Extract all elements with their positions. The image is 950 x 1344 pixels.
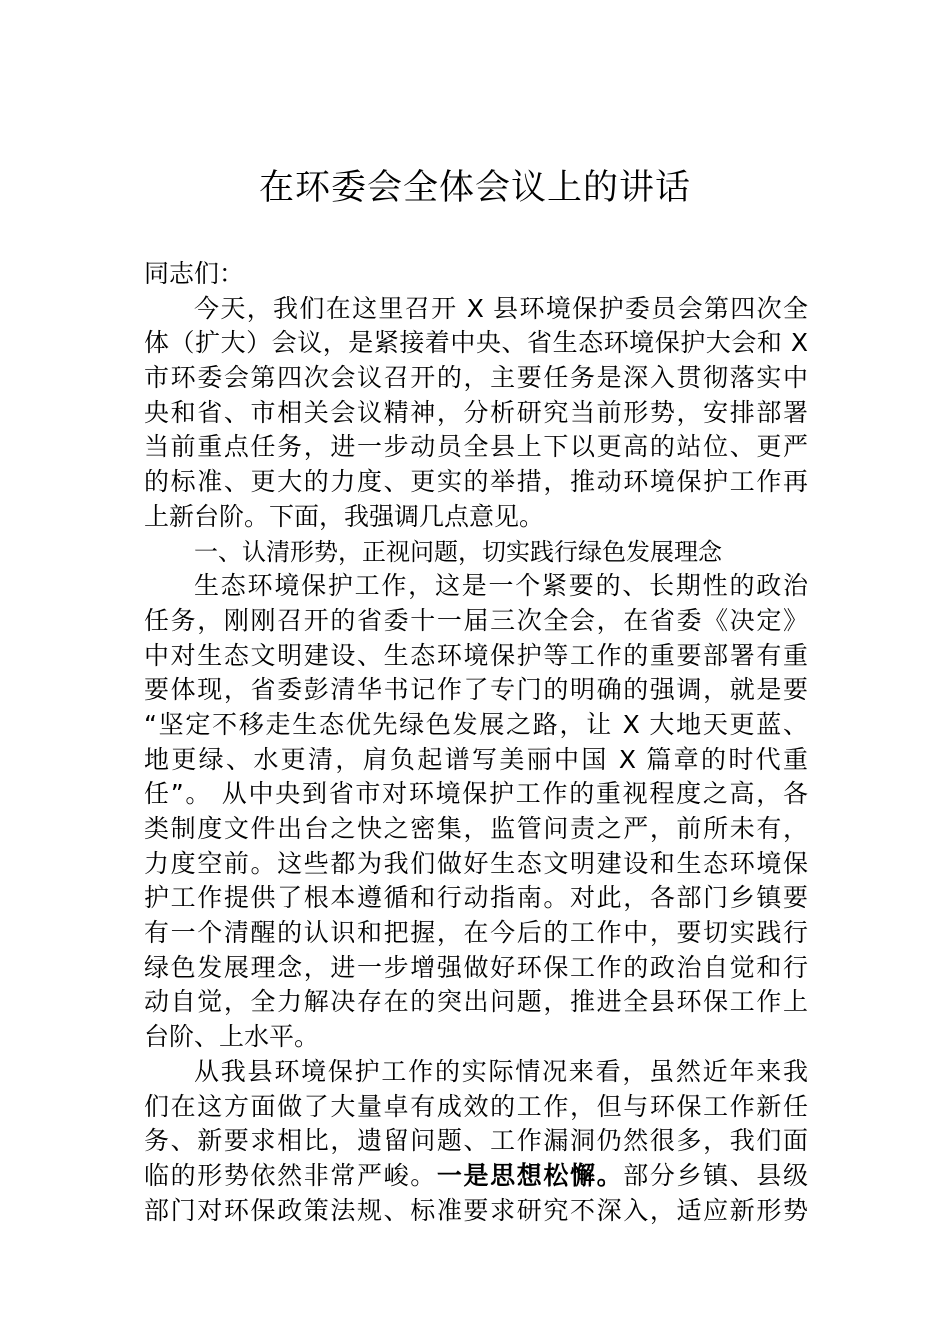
paragraph-line-mixed	[144, 1159, 808, 1194]
paragraph-line: 务、新要求相比，遗留问题、工作漏洞仍然很多，我们面	[144, 1126, 808, 1156]
paragraph-line: 部门对环保政策法规、标准要求研究不深入，适应新形势	[144, 1195, 808, 1225]
paragraph-line: 有一个清醒的认识和把握，在今后的工作中，要切实践行	[144, 918, 808, 948]
document-body	[144, 257, 808, 1228]
paragraph-line: 央和省、市相关会议精神，分析研究当前形势，安排部署	[144, 397, 808, 427]
paragraph-line: 们在这方面做了大量卓有成效的工作，但与环保工作新任	[144, 1091, 808, 1121]
paragraph-line: 要体现，省委彭清华书记作了专门的明确的强调，就是要	[144, 675, 808, 705]
paragraph-line: 护工作提供了根本遵循和行动指南。对此，各部门乡镇要	[144, 883, 808, 913]
salutation: 同志们：	[144, 259, 245, 288]
paragraph-line: 体（扩大）会议，是紧接着中央、省生态环境保护大会和 X	[144, 328, 808, 358]
paragraph-line: 动自觉，全力解决存在的突出问题，推进全县环保工作上	[144, 987, 808, 1017]
paragraph-line: 上新台阶。下面，我强调几点意见。	[144, 501, 545, 531]
text-run: 临的形势依然非常严峻。	[144, 1160, 437, 1190]
paragraph-line: 类制度文件出台之快之密集，监管问责之严，前所未有，	[144, 814, 808, 843]
paragraph-line: 当前重点任务，进一步动员全县上下以更高的站位、更严	[144, 432, 808, 462]
paragraph-line: 的标准、更大的力度、更实的举措，推动环境保护工作再	[144, 467, 808, 497]
text-run: 部分乡镇、县级	[623, 1160, 808, 1190]
paragraph-line: 市环委会第四次会议召开的，主要任务是深入贯彻落实中	[144, 363, 808, 393]
paragraph-line: 今天，我们在这里召开 X 县环境保护委员会第四次全	[194, 293, 808, 323]
paragraph-line: “坚定不移走生态优先绿色发展之路，让 X 大地天更蓝、	[144, 709, 808, 739]
paragraph-line: 绿色发展理念，进一步增强做好环保工作的政治自觉和行	[144, 952, 808, 982]
paragraph-line: 任务，刚刚召开的省委十一届三次全会，在省委《决定》	[144, 605, 808, 635]
paragraph-line: 任”。 从中央到省市对环境保护工作的重视程度之高，各	[144, 779, 808, 809]
paragraph-line: 地更绿、水更清，肩负起谱写美丽中国 X 篇章的时代重	[144, 744, 808, 774]
paragraph-line: 力度空前。这些都为我们做好生态文明建设和生态环境保	[144, 848, 808, 878]
document-title: 在环委会全体会议上的讲话	[258, 168, 691, 208]
paragraph-line: 中对生态文明建设、生态环境保护等工作的重要部署有重	[144, 640, 808, 670]
section-heading: 一、认清形势，正视问题，切实践行绿色发展理念	[194, 537, 722, 566]
paragraph-line: 生态环境保护工作，这是一个紧要的、长期性的政治	[194, 571, 808, 601]
paragraph-line: 从我县环境保护工作的实际情况来看，虽然近年来我	[194, 1056, 808, 1086]
paragraph-line: 台阶、上水平。	[144, 1022, 320, 1052]
bold-emphasis: 一是思想松懈。	[436, 1160, 624, 1190]
